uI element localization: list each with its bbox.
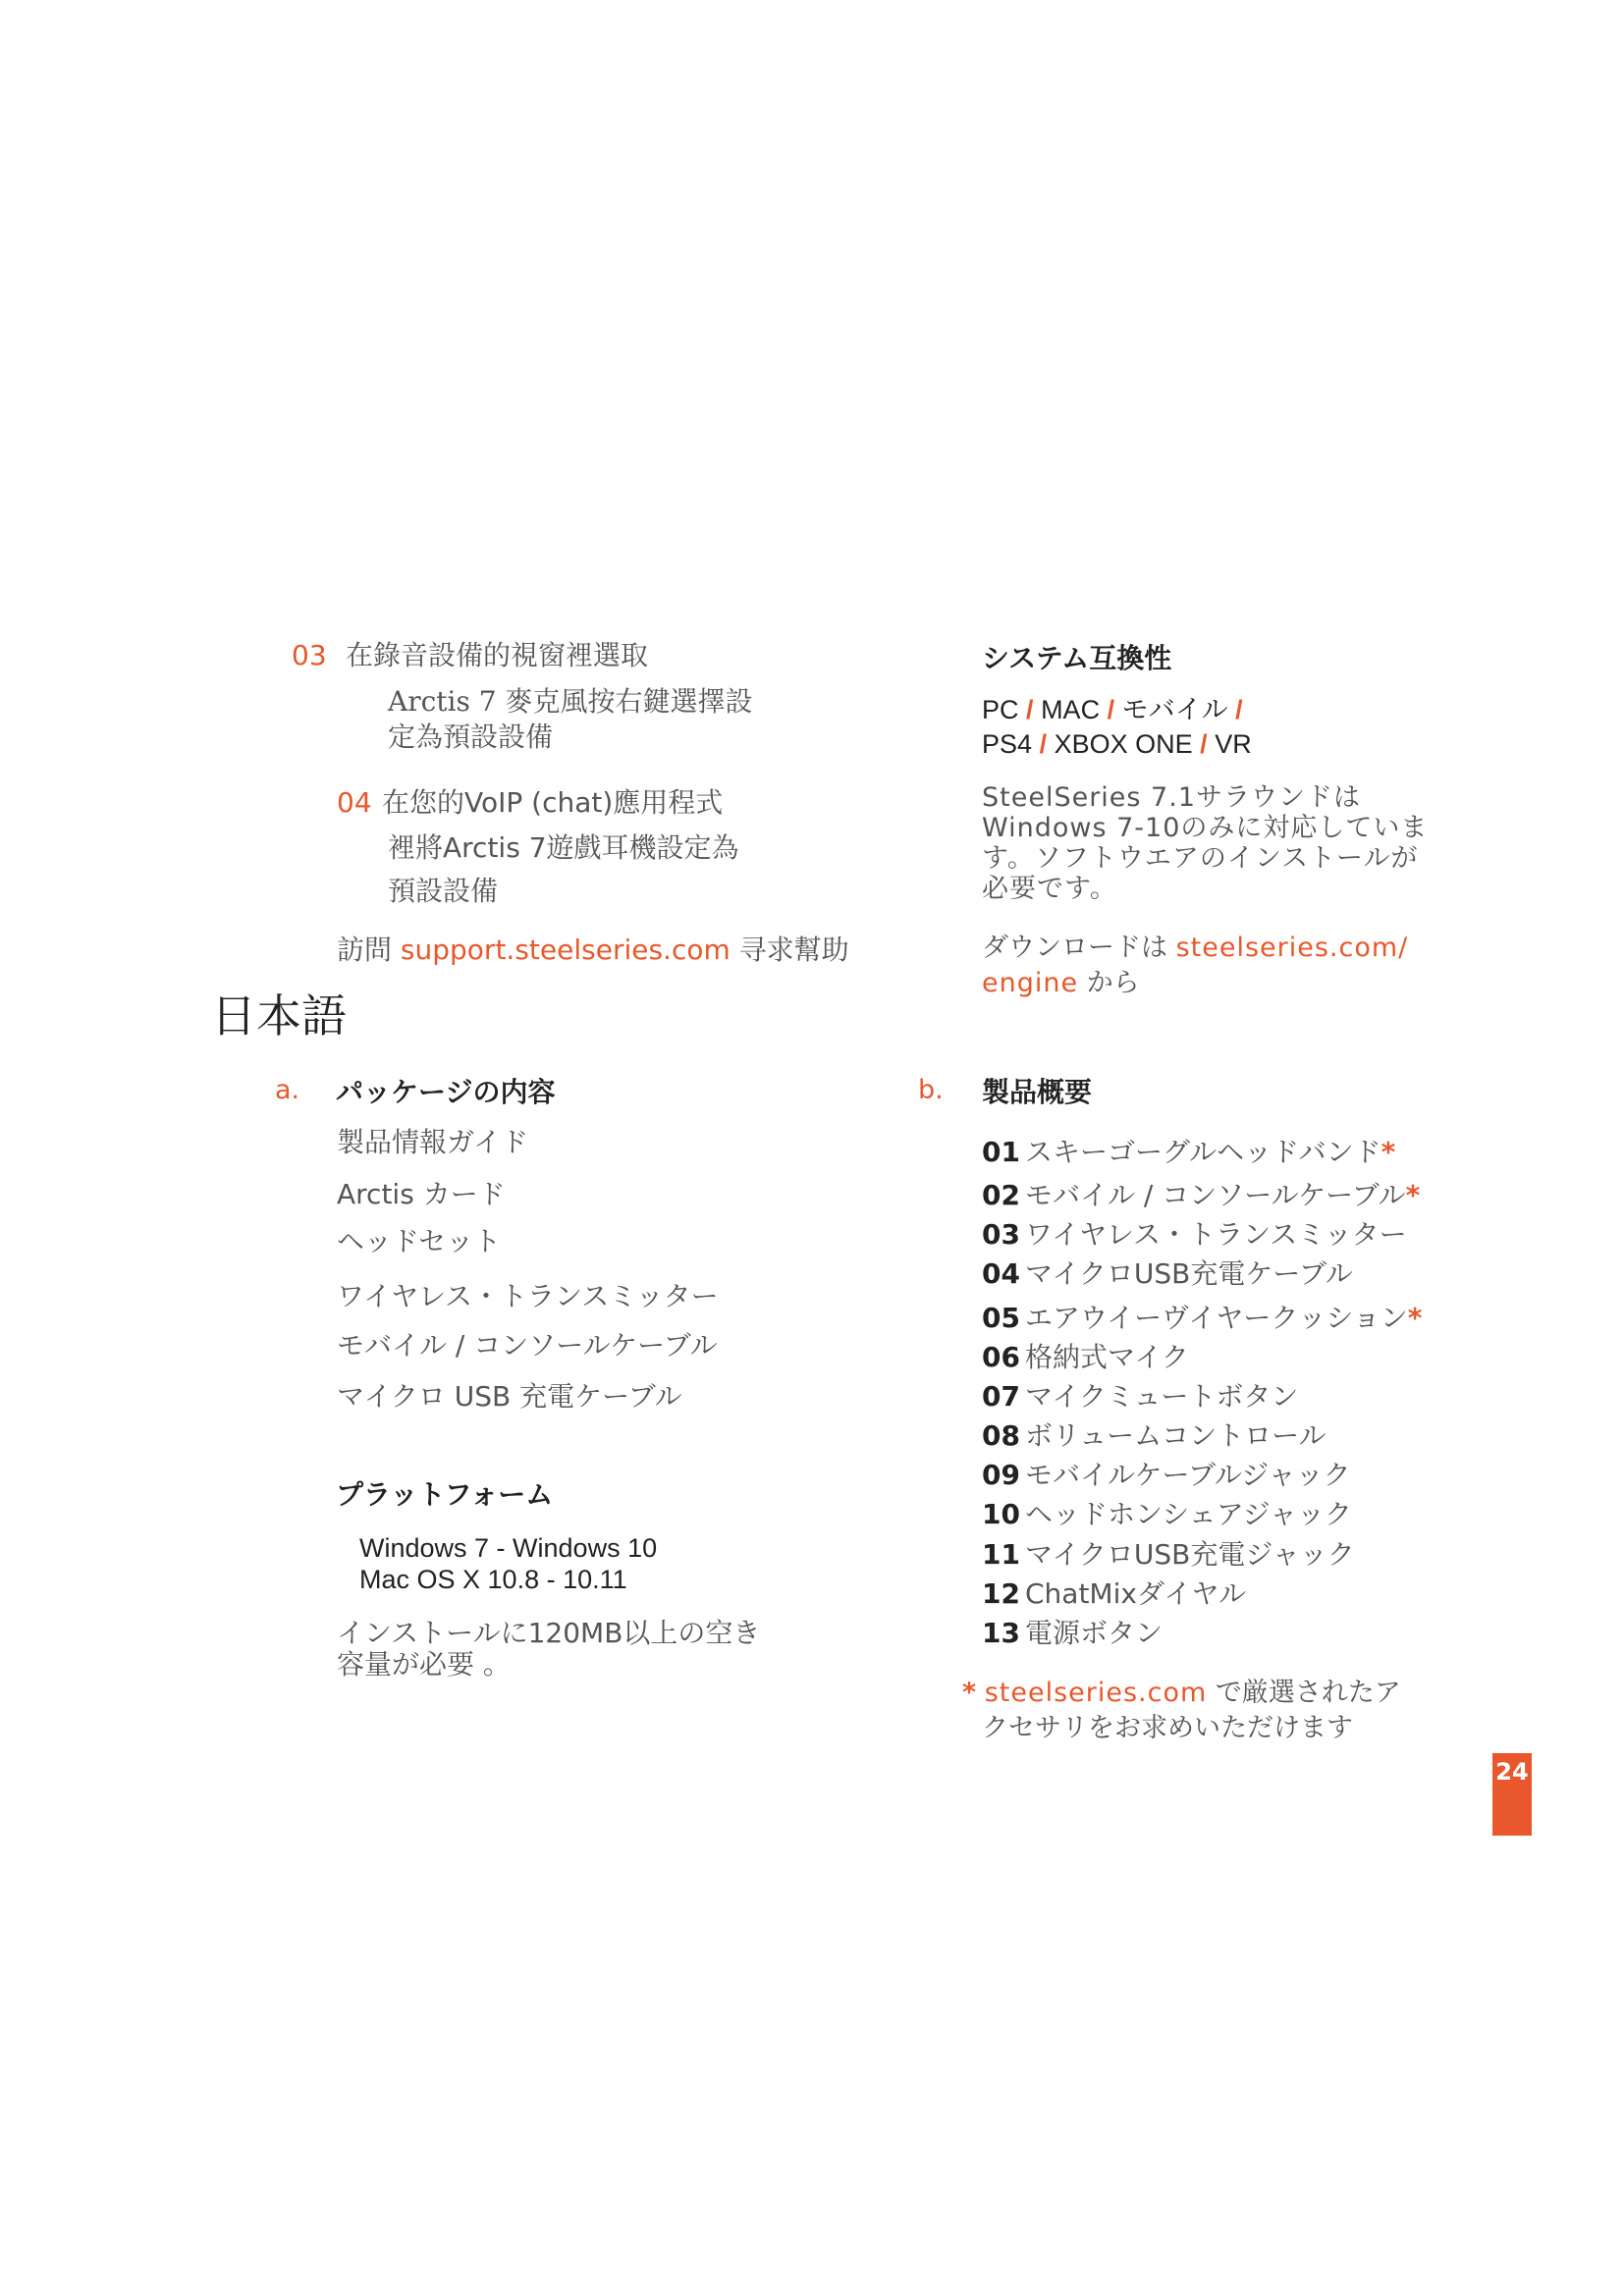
item-label: ヘッドホンシェアジャック bbox=[1025, 1498, 1353, 1530]
install-note: インストールに120MB以上の空き bbox=[337, 1617, 761, 1649]
surround-text: SteelSeries 7.1サラウンドは bbox=[982, 782, 1362, 813]
download-suffix: から bbox=[1086, 968, 1140, 998]
item-label: マイクミュートボタン bbox=[1025, 1380, 1299, 1413]
item-label: エアウイーヴイヤークッション bbox=[1025, 1302, 1408, 1334]
platform-title: プラットフォーム bbox=[336, 1478, 554, 1511]
item-number: 10 bbox=[982, 1498, 1020, 1530]
list-item bbox=[982, 1418, 1326, 1454]
list-item bbox=[982, 1256, 1353, 1292]
list-item bbox=[982, 1458, 1351, 1493]
item-label: モバイルケーブルジャック bbox=[1025, 1459, 1351, 1491]
platform-mobile: モバイル bbox=[1121, 695, 1228, 725]
download-note-line1 bbox=[982, 931, 1408, 965]
separator: / bbox=[1200, 729, 1208, 759]
page-number-tab bbox=[1492, 1753, 1532, 1836]
accessory-star: * bbox=[1405, 1179, 1421, 1211]
platform-mac-label: MAC bbox=[1041, 695, 1101, 724]
product-overview-title: 製品概要 bbox=[982, 1076, 1093, 1108]
item-number: 03 bbox=[982, 1218, 1020, 1251]
item-number: 07 bbox=[982, 1380, 1020, 1413]
item-label: マイクロUSB充電ジャック bbox=[1025, 1538, 1355, 1571]
separator: / bbox=[1026, 695, 1034, 724]
system-compatibility-title: システム互換性 bbox=[982, 642, 1172, 674]
accessory-footnote-line2: クセサリをお求めいただけます bbox=[982, 1713, 1353, 1743]
accessory-footnote-line1 bbox=[962, 1676, 1401, 1710]
item-label: ワイヤレス・トランスミッター bbox=[1025, 1218, 1407, 1251]
list-item bbox=[982, 1616, 1163, 1651]
step-text: 定為預設設備 bbox=[388, 721, 554, 753]
install-note: 容量が必要 。 bbox=[337, 1648, 511, 1681]
item-label: スキーゴーグルヘッドバンド bbox=[1025, 1136, 1381, 1168]
support-prefix: 訪問 bbox=[337, 934, 393, 966]
step-text: 在錄音設備的視窗裡選取 bbox=[346, 639, 649, 671]
list-item bbox=[982, 1217, 1407, 1253]
section-marker-b: b. bbox=[918, 1075, 944, 1105]
surround-text: す。ソフトウエアのインストールが bbox=[982, 843, 1419, 874]
item-number: 05 bbox=[982, 1302, 1020, 1334]
download-link-engine[interactable]: engine bbox=[982, 968, 1079, 998]
support-link[interactable]: support.steelseries.com bbox=[400, 934, 731, 966]
compat-platforms-line2 bbox=[982, 727, 1252, 762]
item-number: 06 bbox=[982, 1341, 1020, 1373]
platform-xbox: XBOX ONE bbox=[1054, 729, 1193, 759]
step-text: 裡將Arctis 7遊戲耳機設定為 bbox=[388, 831, 739, 864]
platform-pc: PC bbox=[982, 695, 1019, 724]
step-number: 04 bbox=[337, 786, 372, 819]
item-number: 08 bbox=[982, 1419, 1020, 1452]
item-number: 11 bbox=[982, 1538, 1020, 1571]
item-label: モバイル / コンソールケーブル bbox=[1025, 1179, 1406, 1211]
footnote-text: で厳選されたア bbox=[1215, 1678, 1401, 1708]
download-prefix: ダウンロードは bbox=[982, 933, 1167, 963]
step-number: 03 bbox=[292, 639, 327, 671]
step-text: Arctis 7 麥克風按右鍵選擇設 bbox=[388, 685, 753, 718]
list-item: ワイヤレス・トランスミッター bbox=[337, 1280, 719, 1312]
section-marker-a: a. bbox=[275, 1075, 300, 1105]
footnote-star: * bbox=[962, 1678, 977, 1708]
list-item bbox=[982, 1178, 1420, 1213]
surround-text: Windows 7-10のみに対応していま bbox=[982, 813, 1429, 843]
list-item bbox=[982, 1379, 1298, 1415]
surround-text: 必要です。 bbox=[982, 874, 1117, 904]
accessory-star: * bbox=[1407, 1302, 1423, 1334]
item-number: 01 bbox=[982, 1136, 1020, 1168]
download-link[interactable]: steelseries.com/ bbox=[1175, 933, 1409, 963]
list-item bbox=[982, 1340, 1189, 1375]
list-item bbox=[982, 1497, 1352, 1532]
download-note-line2 bbox=[982, 966, 1140, 1000]
item-number: 12 bbox=[982, 1577, 1020, 1610]
step-text: 預設設備 bbox=[388, 875, 499, 907]
list-item: ヘッドセット bbox=[337, 1225, 502, 1257]
platform-ps4: PS4 bbox=[982, 729, 1033, 759]
item-label: ボリュームコントロール bbox=[1025, 1419, 1326, 1452]
zh-support-line bbox=[337, 933, 849, 968]
step-text: 在您的VoIP (chat)應用程式 bbox=[382, 786, 724, 819]
item-label: 電源ボタン bbox=[1025, 1617, 1164, 1649]
list-item: Arctis カード bbox=[337, 1178, 506, 1210]
accessory-star: * bbox=[1380, 1136, 1396, 1168]
list-item bbox=[982, 1576, 1246, 1612]
separator: / bbox=[1235, 695, 1243, 724]
list-item bbox=[982, 1135, 1395, 1170]
platform-windows: Windows 7 - Windows 10 bbox=[359, 1533, 658, 1563]
item-number: 04 bbox=[982, 1257, 1020, 1290]
item-number: 02 bbox=[982, 1179, 1020, 1211]
list-item: モバイル / コンソールケーブル bbox=[337, 1329, 718, 1362]
separator: / bbox=[1039, 729, 1048, 759]
list-item bbox=[982, 1301, 1422, 1336]
item-number: 13 bbox=[982, 1617, 1020, 1649]
package-contents-title: パッケージの内容 bbox=[336, 1076, 556, 1108]
item-number: 09 bbox=[982, 1459, 1020, 1491]
item-label: 格納式マイク bbox=[1025, 1341, 1189, 1373]
platform-mac: Mac OS X 10.8 - 10.11 bbox=[359, 1565, 627, 1594]
list-item: マイクロ USB 充電ケーブル bbox=[337, 1380, 682, 1413]
separator: / bbox=[1107, 695, 1115, 724]
list-item: 製品情報ガイド bbox=[337, 1126, 529, 1158]
item-label: ChatMixダイヤル bbox=[1025, 1577, 1247, 1610]
footnote-link[interactable]: steelseries.com bbox=[984, 1678, 1208, 1708]
support-suffix: 寻求幫助 bbox=[738, 934, 849, 966]
page-number: 24 bbox=[1495, 1758, 1529, 1786]
item-label: マイクロUSB充電ケーブル bbox=[1025, 1257, 1353, 1290]
platform-vr: VR bbox=[1215, 729, 1252, 759]
language-heading: 日本語 bbox=[211, 989, 347, 1042]
compat-platforms-line1 bbox=[982, 693, 1243, 727]
list-item bbox=[982, 1537, 1355, 1573]
